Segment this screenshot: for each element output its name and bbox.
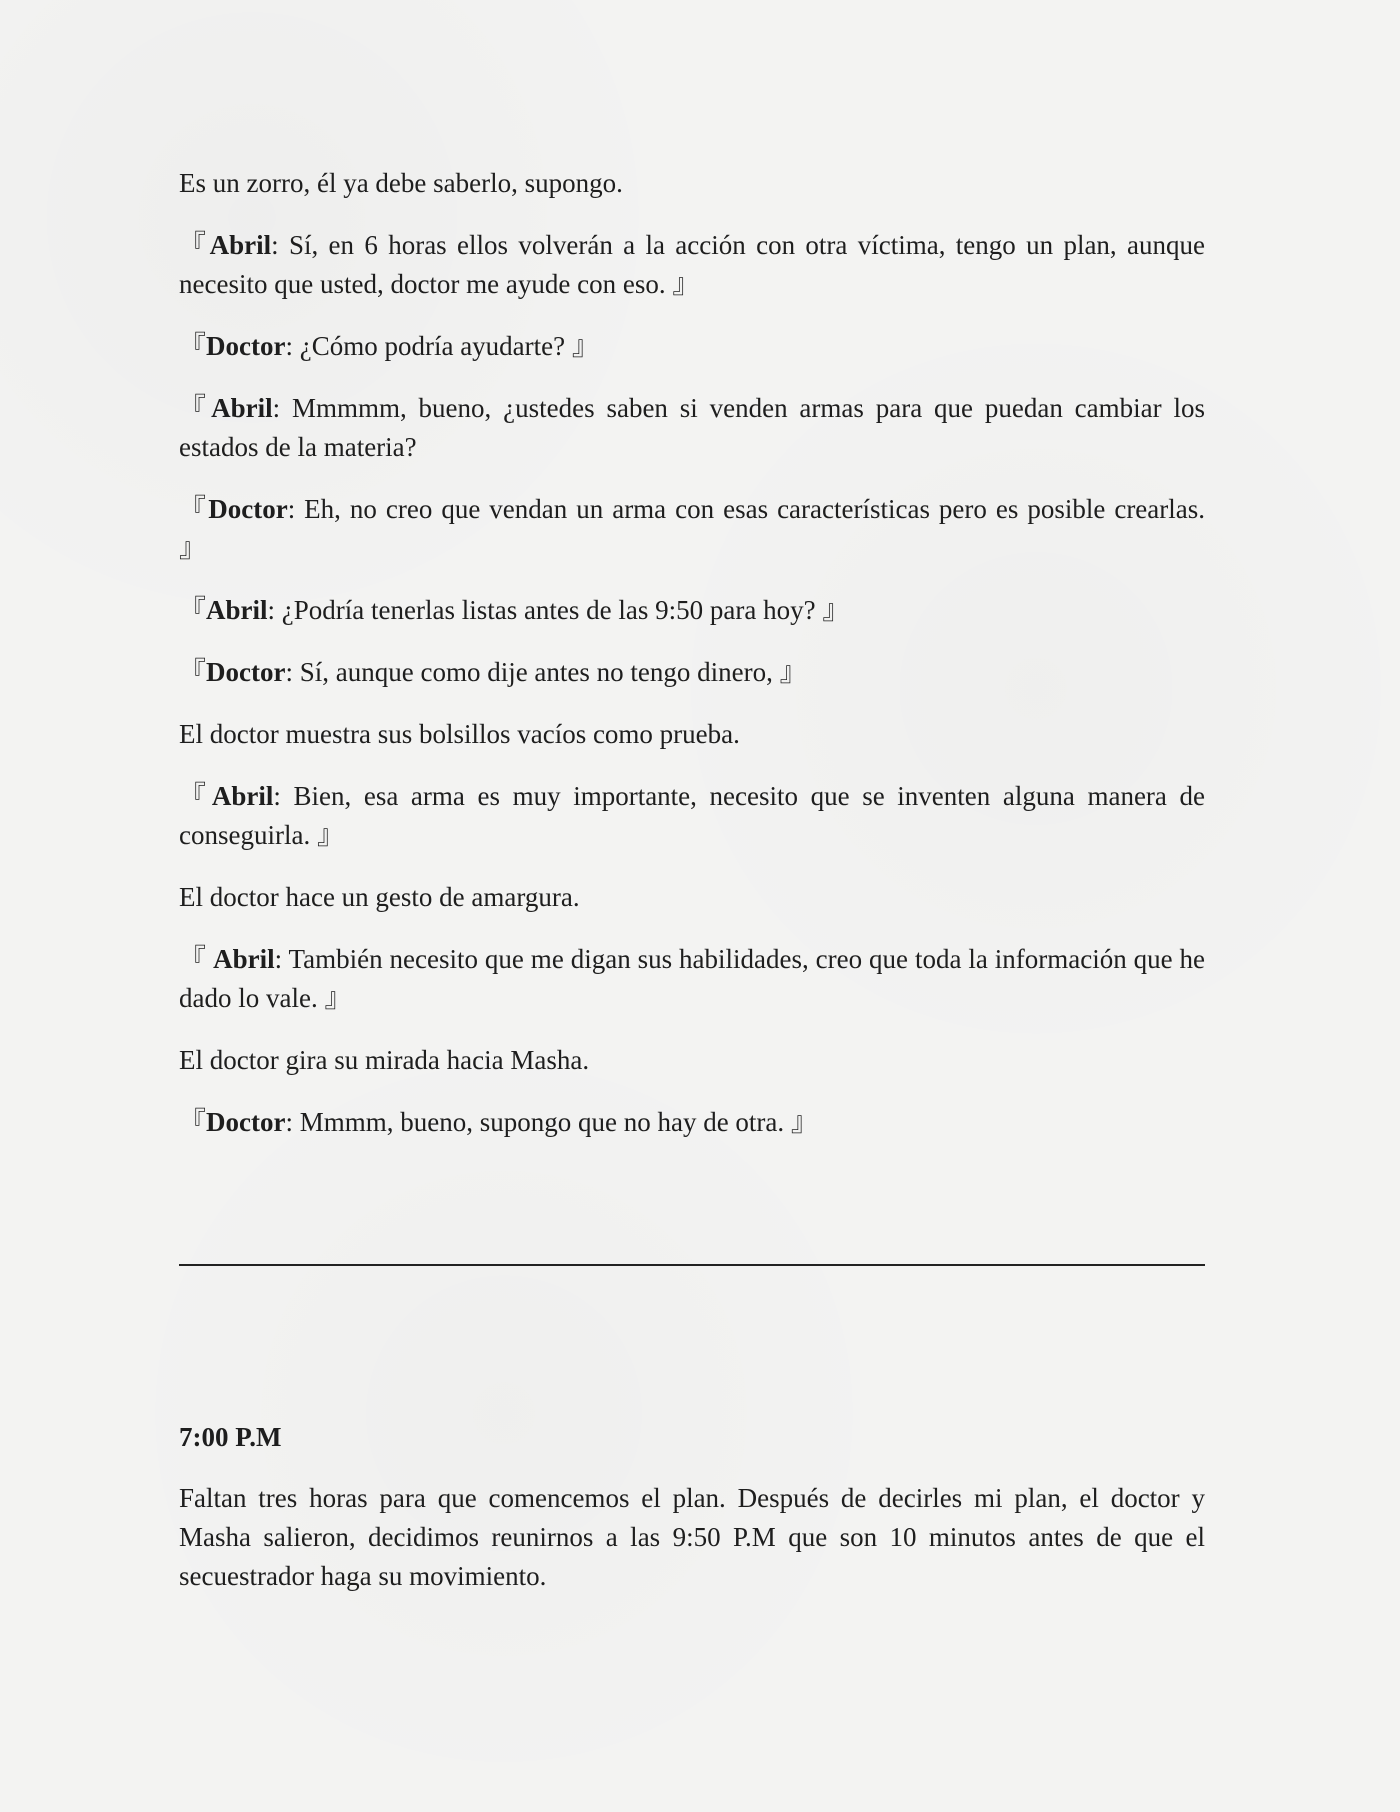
open-quote-mark: 『 (179, 595, 206, 625)
dialogue-text: : También necesito que me digan sus habilidades, creo que toda la información que he dado lo vale. (179, 944, 1206, 1013)
speaker-name: Doctor (206, 657, 286, 687)
dialogue-text: : ¿Cómo podría ayudarte? (285, 331, 572, 361)
open-quote-mark: 『 (179, 657, 206, 687)
narration-paragraph: El doctor gira su mirada hacia Masha. (179, 1045, 590, 1075)
dialogue-paragraph (179, 389, 1205, 467)
dialogue-paragraph (179, 653, 1205, 692)
close-quote-mark: 』 (822, 595, 850, 625)
narration-paragraph: Faltan tres horas para que comencemos el plan. Después de decirles mi plan, el doctor y Masha salieron, decidimos reunirnos a las 9:50 P.M que son 10 minutos antes de que el secuestrador haga su movimiento. (179, 1483, 1205, 1591)
speaker-name: Doctor (206, 1107, 286, 1137)
narration-paragraph: El doctor hace un gesto de amargura. (179, 882, 580, 912)
speaker-name: Doctor (208, 494, 288, 524)
open-quote-mark: 『 (179, 230, 210, 260)
speaker-name: Abril (209, 230, 272, 260)
dialogue-paragraph (179, 940, 1205, 1018)
dialogue-paragraph (179, 777, 1205, 855)
dialogue-text: : Eh, no creo que vendan un arma con esas características pero es posible crearlas. (287, 494, 1206, 524)
dialogue-text: : Mmmm, bueno, supongo que no hay de otra. (285, 1107, 791, 1137)
speaker-name: Doctor (206, 331, 286, 361)
close-quote-mark: 』 (571, 331, 599, 361)
dialogue-text: : Sí, aunque como dije antes no tengo dinero, (285, 657, 780, 687)
narration-paragraph: Es un zorro, él ya debe saberlo, supongo. (179, 168, 623, 198)
dialogue-text: : Bien, esa arma es muy importante, necesito que se inventen alguna manera de conseguirla. (179, 781, 1205, 850)
time-heading: 7:00 P.M (179, 1422, 282, 1452)
dialogue-text: : Mmmmm, bueno, ¿ustedes saben si venden armas para que puedan cambiar los estados de la materia? (179, 393, 1205, 462)
speaker-name: Abril (211, 781, 274, 811)
dialogue-paragraph (179, 1103, 1205, 1142)
story-content (179, 164, 1205, 1165)
speaker-name: Abril (213, 944, 275, 974)
dialogue-paragraph (179, 327, 1205, 366)
speaker-name: Abril (211, 393, 273, 423)
close-quote-mark: 』 (179, 533, 206, 563)
dialogue-text: : ¿Podría tenerlas listas antes de las 9:50 para hoy? (267, 595, 823, 625)
section-divider (179, 1264, 1205, 1266)
narration-paragraph: El doctor muestra sus bolsillos vacíos como prueba. (179, 719, 740, 749)
close-quote-mark: 』 (316, 820, 344, 850)
close-quote-mark: 』 (790, 1107, 818, 1137)
dialogue-text: : Sí, en 6 horas ellos volverán a la acción con otra víctima, tengo un plan, aunque necesito que usted, doctor me ayude con eso. (179, 230, 1205, 299)
close-quote-mark: 』 (672, 269, 700, 299)
dialogue-paragraph (179, 226, 1205, 304)
dialogue-paragraph (179, 591, 1205, 630)
open-quote-mark: 『 (179, 393, 212, 423)
dialogue-paragraph (179, 490, 1205, 568)
open-quote-mark: 『 (179, 331, 206, 361)
open-quote-mark: 『 (179, 944, 214, 974)
close-quote-mark: 』 (779, 657, 807, 687)
speaker-name: Abril (206, 595, 268, 625)
open-quote-mark: 『 (179, 781, 212, 811)
open-quote-mark: 『 (179, 494, 209, 524)
open-quote-mark: 『 (179, 1107, 206, 1137)
close-quote-mark: 』 (324, 983, 352, 1013)
